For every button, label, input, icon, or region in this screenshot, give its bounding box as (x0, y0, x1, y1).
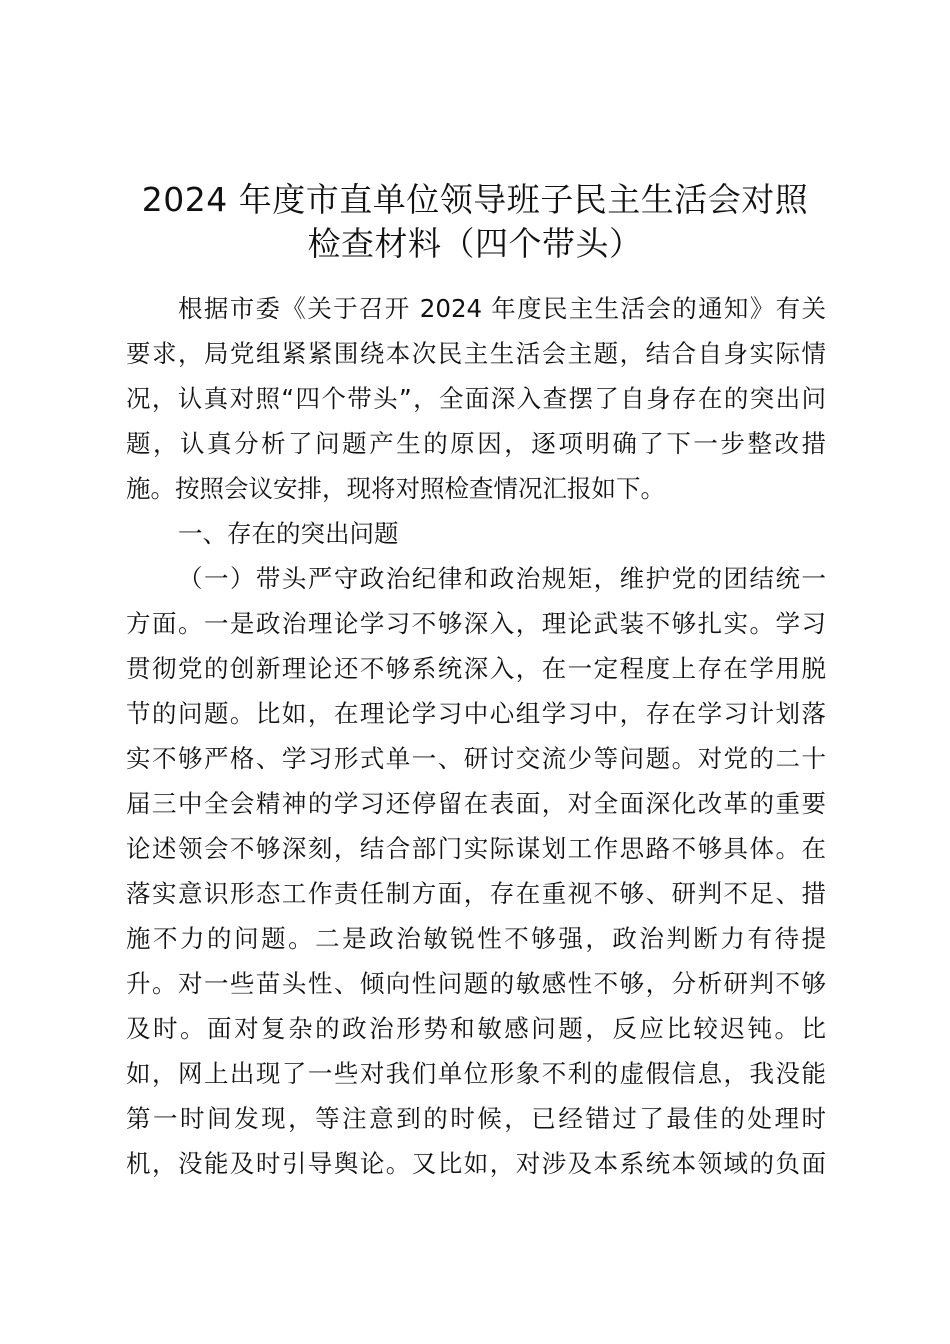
paragraph-body-line: 实不够严格、学习形式单一、研讨交流少等问题。对党的二十 (126, 744, 826, 773)
paragraph-body-line: 落实意识形态工作责任制方面，存在重视不够、研判不足、措 (126, 879, 826, 908)
paragraph-body-line: 升。对一些苗头性、倾向性问题的敏感性不够，分析研判不够 (126, 969, 826, 998)
document-title-line-2: 检查材料（四个带头） (307, 224, 643, 263)
document-title-line-1: 2024 年度市直单位领导班子民主生活会对照 (141, 180, 809, 219)
paragraph-body-line: 方面。一是政治理论学习不够深入，理论武装不够扎实。学习 (126, 609, 826, 638)
paragraph-intro-line: 根据市委《关于召开 2024 年度民主生活会的通知》有关 (178, 294, 826, 323)
paragraph-body-line: 节的问题。比如，在理论学习中心组学习中，存在学习计划落 (126, 699, 826, 728)
section-heading: 一、存在的突出问题 (178, 519, 399, 548)
paragraph-intro-line: 题，认真分析了问题产生的原因，逐项明确了下一步整改措 (126, 429, 826, 458)
paragraph-intro-line: 要求，局党组紧紧围绕本次民主生活会主题，结合自身实际情 (126, 339, 826, 368)
paragraph-body-line: 机，没能及时引导舆论。又比如，对涉及本系统本领域的负面 (126, 1149, 826, 1178)
paragraph-body-line: （一）带头严守政治纪律和政治规矩，维护党的团结统一 (178, 564, 826, 593)
paragraph-intro-line: 施。按照会议安排，现将对照检查情况汇报如下。 (126, 474, 665, 503)
paragraph-body-line: 如，网上出现了一些对我们单位形象不利的虚假信息，我没能 (126, 1059, 826, 1088)
paragraph-body-line: 届三中全会精神的学习还停留在表面，对全面深化改革的重要 (126, 789, 826, 818)
document-body (126, 286, 826, 1186)
paragraph-body-line: 第一时间发现，等注意到的时候，已经错过了最佳的处理时 (126, 1104, 826, 1133)
paragraph-body-line: 及时。面对复杂的政治形势和敏感问题，反应比较迟钝。比 (126, 1014, 826, 1043)
paragraph-body-line: 施不力的问题。二是政治敏锐性不够强，政治判断力有待提 (126, 924, 826, 953)
paragraph-intro-line: 况，认真对照“四个带头”，全面深入查摆了自身存在的突出问 (126, 384, 826, 413)
paragraph-body-line: 论述领会不够深刻，结合部门实际谋划工作思路不够具体。在 (126, 834, 826, 863)
paragraph-body-line: 贯彻党的创新理论还不够系统深入，在一定程度上存在学用脱 (126, 654, 826, 683)
